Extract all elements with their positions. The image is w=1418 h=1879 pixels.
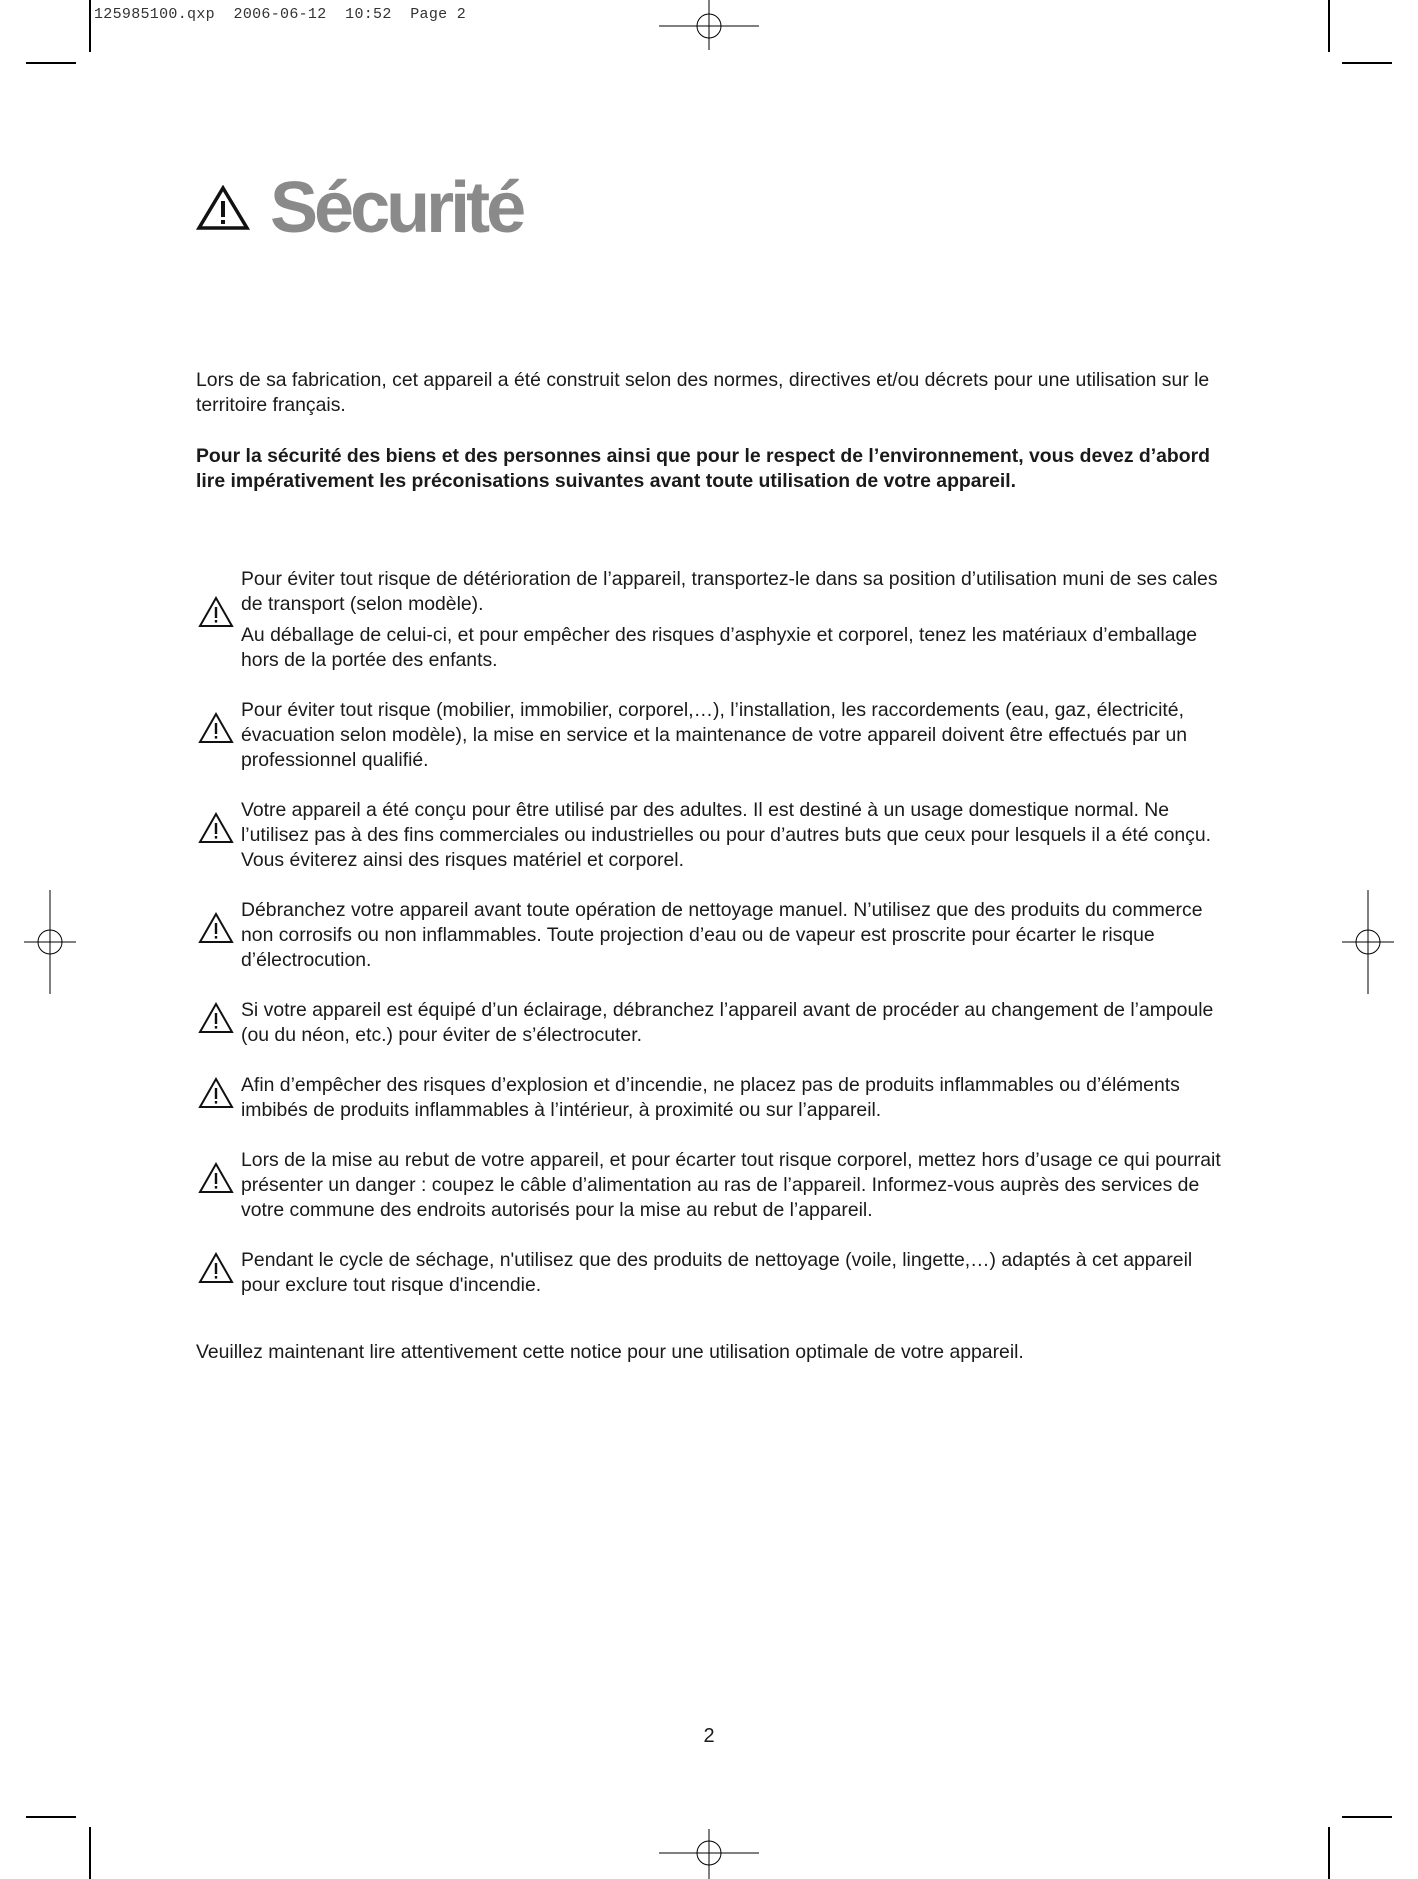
- warning-text: Si votre appareil est équipé d’un éclairage, débranchez l’appareil avant de procéder au changement de l’ampoule (ou du néon, etc.) pour éviter de s’électrocuter.: [241, 999, 1214, 1046]
- warning-triangle-icon: [198, 1252, 234, 1284]
- warning-text: Afin d’empêcher des risques d’explosion et d’incendie, ne placez pas de produits inflammables ou d’éléments imbibés de produits inflammables à l’intérieur, à proximité ou sur l’appareil.: [241, 1074, 1180, 1121]
- registration-mark-right: [1342, 890, 1394, 994]
- warning-text: Pour éviter tout risque de détérioration de l’appareil, transportez-le dans sa position d’utilisation muni de ses cales de transport (selon modèle).: [241, 568, 1218, 615]
- crop-mark: [1342, 62, 1392, 64]
- warning-item: [196, 567, 1236, 673]
- page-title: Sécurité: [270, 168, 523, 248]
- registration-mark-left: [24, 890, 76, 994]
- page-heading: [196, 168, 522, 248]
- page-number: 2: [703, 1725, 715, 1747]
- warning-text: Pour éviter tout risque (mobilier, immobilier, corporel,…), l’installation, les raccordements (eau, gaz, électricité, évacuation selon modèle), la mise en service et la maintenance de votre appareil doivent être effectués par un professionnel qualifié.: [241, 699, 1188, 771]
- crop-mark: [1328, 1827, 1330, 1879]
- warning-triangle-icon: [198, 912, 234, 944]
- crop-mark: [26, 62, 76, 64]
- warning-triangle-icon: [198, 1077, 234, 1109]
- warning-triangle-icon: [198, 812, 234, 844]
- crop-mark: [26, 1816, 76, 1818]
- warning-item: [196, 998, 1236, 1048]
- warning-triangle-icon: [198, 712, 234, 744]
- crop-mark: [89, 0, 91, 52]
- warnings-list: [196, 567, 1236, 1323]
- warning-item: [196, 1248, 1236, 1298]
- warning-triangle-icon: [198, 596, 234, 628]
- warning-text: Débranchez votre appareil avant toute opération de nettoyage manuel. N’utilisez que des produits du commerce non corrosifs ou non inflammables. Toute projection d’eau ou de vapeur est proscrite pour écarter le risque d’électrocution.: [241, 899, 1203, 971]
- intro-bold-paragraph: Pour la sécurité des biens et des personnes ainsi que pour le respect de l’environnement, vous devez d’abord lire impérativement les préconisations suivantes avant toute utilisation de votre appareil.: [196, 445, 1210, 492]
- warning-item: [196, 898, 1236, 973]
- warning-text: Lors de la mise au rebut de votre appareil, et pour écarter tout risque corporel, mettez hors d’usage ce qui pourrait présenter un danger : coupez le câble d’alimentation au ras de l’appareil. Informez-vous auprès des services de votre commune des endroits autorisés pour la mise au rebut de l’appareil.: [241, 1149, 1221, 1221]
- crop-mark: [1342, 1816, 1392, 1818]
- warning-triangle-icon: [196, 185, 250, 231]
- warning-triangle-icon: [198, 1002, 234, 1034]
- warning-text: Pendant le cycle de séchage, n'utilisez que des produits de nettoyage (voile, lingette,…) adaptés à cet appareil pour exclure tout risque d'incendie.: [241, 1249, 1193, 1296]
- intro-paragraph: Lors de sa fabrication, cet appareil a été construit selon des normes, directives et/ou décrets pour une utilisation sur le territoire français.: [196, 369, 1210, 416]
- print-slug: 125985100.qxp 2006-06-12 10:52 Page 2: [94, 6, 467, 23]
- warning-item: [196, 798, 1236, 873]
- closing-paragraph: Veuillez maintenant lire attentivement cette notice pour une utilisation optimale de votre appareil.: [196, 1341, 1024, 1363]
- crop-mark: [89, 1827, 91, 1879]
- warning-triangle-icon: [198, 1162, 234, 1194]
- crop-mark: [1328, 0, 1330, 52]
- warning-item: [196, 698, 1236, 773]
- registration-mark-top: [659, 0, 759, 50]
- warning-item: [196, 1148, 1236, 1223]
- registration-mark-bottom: [659, 1829, 759, 1879]
- warning-text: Votre appareil a été conçu pour être utilisé par des adultes. Il est destiné à un usage domestique normal. Ne l’utilisez pas à des fins commerciales ou industrielles ou pour d’autres buts que ceux pour lesquels il a été conçu. Vous éviterez ainsi des risques matériel et corporel.: [241, 799, 1212, 871]
- warning-item: [196, 1073, 1236, 1123]
- warning-text: Au déballage de celui-ci, et pour empêcher des risques d’asphyxie et corporel, tenez les matériaux d’emballage hors de la portée des enfants.: [241, 624, 1198, 671]
